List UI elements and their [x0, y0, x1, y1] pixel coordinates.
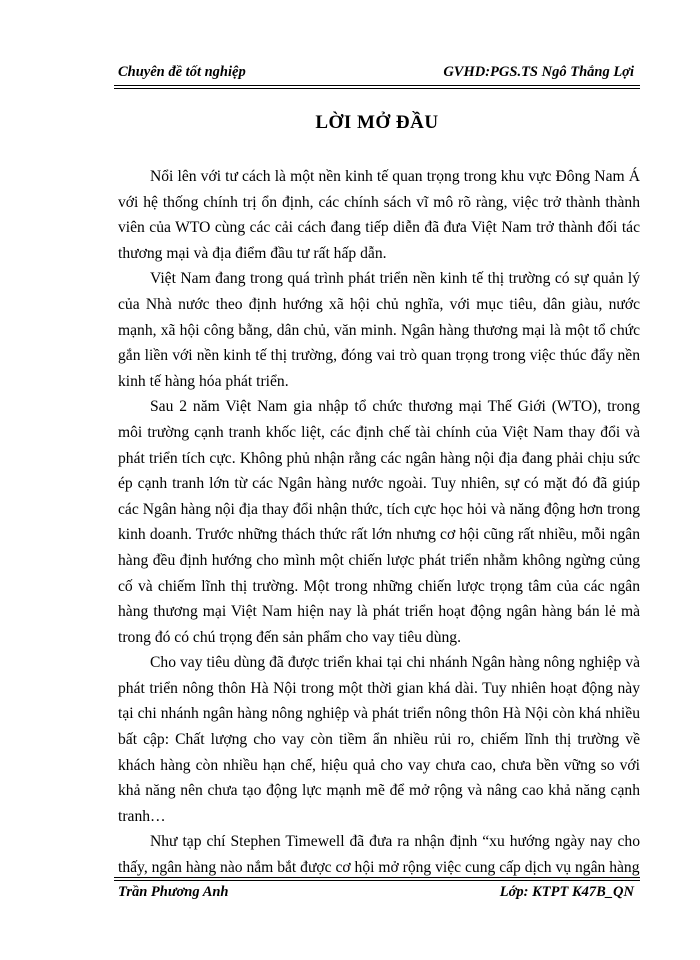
paragraph-5: Như tạp chí Stephen Timewell đã đưa ra nhận định “xu hướng ngày nay cho thấy, ngân hàng nào nắm bắt được cơ hội mở rộng việc cung cấp dịch vụ ngân hàng [118, 833, 640, 877]
header-divider [114, 85, 640, 89]
footer-class: Lớp: KTPT K47B_QN [499, 884, 634, 900]
page-footer [118, 884, 640, 902]
footer-author: Trần Phương Anh [118, 884, 229, 900]
document-body [118, 164, 640, 881]
page-header [118, 64, 640, 82]
paragraph-3: Sau 2 năm Việt Nam gia nhập tổ chức thương mại Thế Giới (WTO), trong môi trường cạnh tranh khốc liệt, các định chế tài chính của Việt Nam thay đổi và phát triển tích cực. Không phủ nhận rằng các ngân hàng nội địa đang phải chịu sức ép cạnh tranh lớn từ các Ngân hàng nước ngoài. Tuy nhiên, sự có mặt đó đã giúp các Ngân hàng nội địa thay đổi nhận thức, tích cực học hỏi và năng động hơn trong kinh doanh. Trước những thách thức rất lớn nhưng cơ hội cũng rất nhiều, mỗi ngân hàng đều định hướng cho mình một chiến lược phát triển nhằm không ngừng củng cố và chiếm lĩnh thị trường. Một trong những chiến lược trọng tâm của các ngân hàng thương mại Việt Nam hiện nay là phát triển hoạt động ngân hàng bán lẻ mà trong đó có chú trọng đến sản phẩm cho vay tiêu dùng. [118, 398, 640, 646]
header-supervisor: GVHD:PGS.TS Ngô Thắng Lợi [443, 64, 634, 80]
page-title: LỜI MỞ ĐẦU [315, 112, 439, 133]
header-report-type: Chuyên đề tốt nghiệp [118, 64, 246, 80]
footer-divider [114, 877, 640, 881]
paragraph-1: Nổi lên với tư cách là một nền kinh tế quan trọng trong khu vực Đông Nam Á với hệ thống chính trị ổn định, các chính sách vĩ mô rõ ràng, việc trở thành thành viên của WTO cùng các cải cách đang tiếp diễn đã đưa Việt Nam trở thành đối tác thương mại và địa điểm đầu tư rất hấp dẫn. [118, 168, 640, 262]
paragraph-4: Cho vay tiêu dùng đã được triển khai tại chi nhánh Ngân hàng nông nghiệp và phát triển nông thôn Hà Nội trong một thời gian khá dài. Tuy nhiên hoạt động này tại chi nhánh ngân hàng nông nghiệp và phát triển nông thôn Hà Nội còn khá nhiều bất cập: Chất lượng cho vay còn tiềm ẩn nhiều rủi ro, chiếm lĩnh thị trường về khách hàng còn nhiều hạn chế, hiệu quả cho vay chưa cao, chưa bền vững so với khả năng nên chưa tạo động lực mạnh mẽ để mở rộng và nâng cao khả năng cạnh tranh… [118, 654, 640, 825]
paragraph-2: Việt Nam đang trong quá trình phát triển nền kinh tế thị trường có sự quản lý của Nhà nước theo định hướng xã hội chủ nghĩa, với mục tiêu, dân giàu, nước mạnh, xã hội công bằng, dân chủ, văn minh. Ngân hàng thương mại là một tổ chức gắn liền với nền kinh tế thị trường, đóng vai trò quan trọng trong việc thúc đẩy nền kinh tế hàng hóa phát triển. [118, 270, 640, 390]
